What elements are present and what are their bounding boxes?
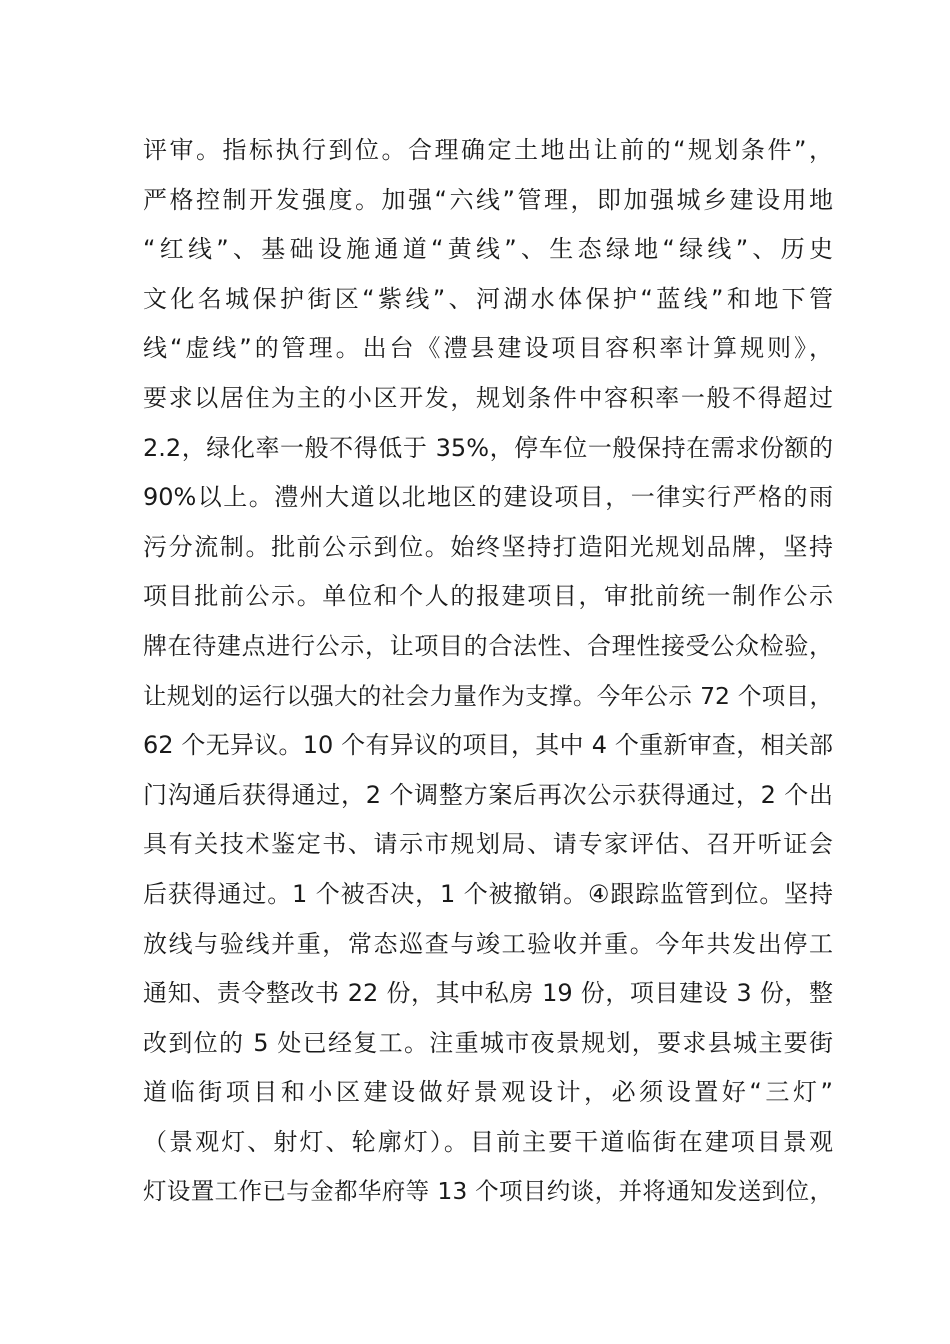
text-line: 线“虚线”的管理。出台《澧县建设项目容积率计算规则》， [143, 334, 833, 363]
text-line: （景观灯、射灯、轮廓灯）。目前主要干道临街在建项目景观 [143, 1127, 833, 1156]
text-line: 灯设置工作已与金都华府等 13 个项目约谈，并将通知发送到位， [143, 1177, 833, 1206]
text-line: 要求以居住为主的小区开发，规划条件中容积率一般不得超过 [143, 383, 833, 412]
text-line: 62 个无异议。10 个有异议的项目，其中 4 个重新审查，相关部 [143, 731, 833, 760]
body-paragraph [143, 126, 833, 1217]
text-line: 2.2，绿化率一般不得低于 35%，停车位一般保持在需求份额的 [143, 433, 833, 462]
text-line: 后获得通过。1 个被否决，1 个被撤销。④跟踪监管到位。坚持 [143, 879, 833, 908]
text-line: 道临街项目和小区建设做好景观设计，必须设置好“三灯” [143, 1078, 833, 1107]
text-line: 评审。指标执行到位。合理确定土地出让前的“规划条件”， [143, 136, 833, 164]
text-line: 牌在待建点进行公示，让项目的合法性、合理性接受公众检验， [143, 631, 833, 660]
text-line: 放线与验线并重，常态巡查与竣工验收并重。今年共发出停工 [143, 929, 833, 958]
text-line: 文化名城保护街区“紫线”、河湖水体保护“蓝线”和地下管 [143, 284, 833, 313]
text-line: 改到位的 5 处已经复工。注重城市夜景规划，要求县城主要街 [143, 1028, 833, 1057]
text-line: 污分流制。批前公示到位。始终坚持打造阳光规划品牌，坚持 [143, 532, 833, 561]
text-line: 具有关技术鉴定书、请示市规划局、请专家评估、召开听证会 [143, 830, 833, 859]
text-line: 严格控制开发强度。加强“六线”管理，即加强城乡建设用地 [143, 185, 833, 214]
text-line: “红线”、基础设施通道“黄线”、生态绿地“绿线”、历史 [143, 235, 833, 264]
text-line: 让规划的运行以强大的社会力量作为支撑。今年公示 72 个项目， [143, 681, 833, 710]
text-line: 项目批前公示。单位和个人的报建项目，审批前统一制作公示 [143, 582, 833, 611]
text-line: 通知、责令整改书 22 份，其中私房 19 份，项目建设 3 份，整 [143, 979, 833, 1008]
text-line: 门沟通后获得通过，2 个调整方案后再次公示获得通过，2 个出 [143, 780, 833, 809]
text-line: 90%以上。澧州大道以北地区的建设项目，一律实行严格的雨 [143, 483, 833, 512]
